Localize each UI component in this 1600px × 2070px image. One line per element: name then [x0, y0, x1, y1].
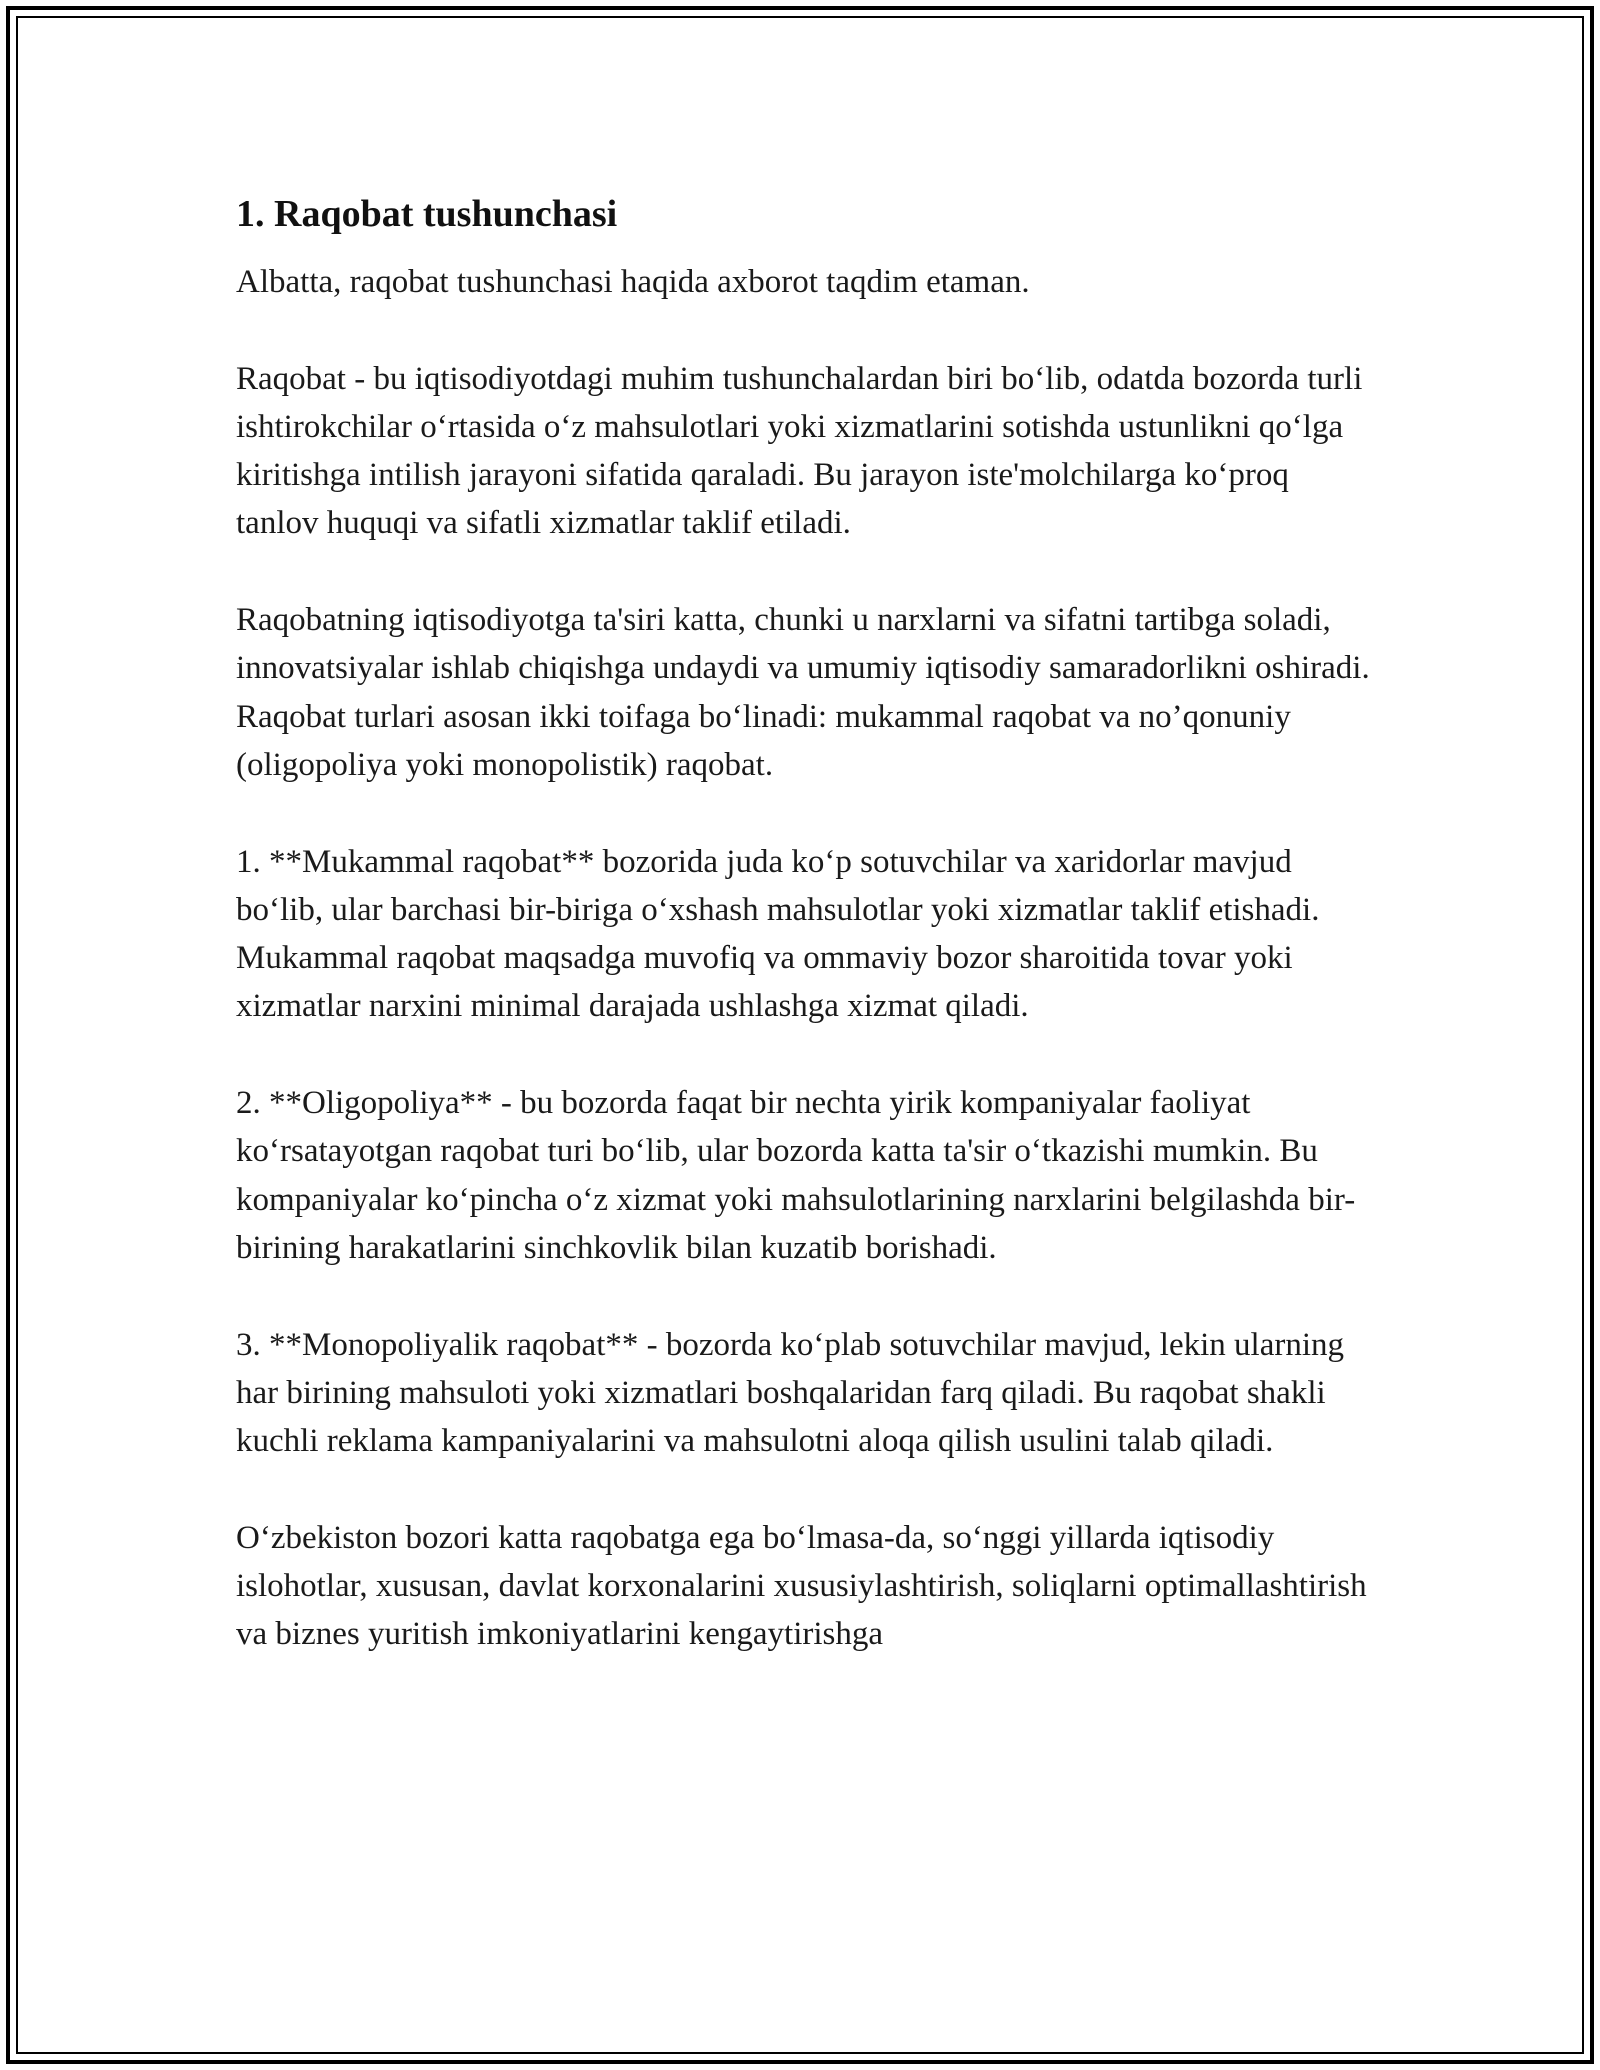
list-item-perfect-competition: 1. **Mukammal raqobat** bozorida juda koʻp sotuvchilar va xaridorlar mavjud boʻlib, ular barchasi bir-biriga oʻxshash mahsulotlar yoki xizmatlar taklif etishadi. Mukammal raqobat maqsadga muvofiq va ommaviy bozor sharoitida tovar yoki xizmatlar narxini minimal darajada ushlashga xizmat qiladi. [236, 843, 1320, 1025]
paragraph-definition: Raqobat - bu iqtisodiyotdagi muhim tushunchalardan biri boʻlib, odatda bozorda turli ishtirokchilar oʻrtasida oʻz mahsulotlari yoki xizmatlarini sotishda ustunlikni qoʻlga kiritishga intilish jarayoni sifatida qaraladi. Bu jarayon iste'molchilarga koʻproq tanlov huquqi va sifatli xizmatlar taklif etiladi. [236, 360, 1363, 542]
list-item-monopolistic-competition: 3. **Monopoliyalik raqobat** - bozorda koʻplab sotuvchilar mavjud, lekin ularning har birining mahsuloti yoki xizmatlari boshqalaridan farq qiladi. Bu raqobat shakli kuchli reklama kampaniyalarini va mahsulotni aloqa qilish usulini talab qiladi. [236, 1326, 1345, 1460]
section-heading: 1. Raqobat tushunchasi [236, 193, 618, 235]
paragraph-uzbekistan: Oʻzbekiston bozori katta raqobatga ega boʻlmasa-da, soʻnggi yillarda iqtisodiy islohotlar, xususan, davlat korxonalarini xususiylashtirish, soliqlarni optimallashtirish va biznes yuritish imkoniyatlarini kengaytirishga [236, 1519, 1367, 1653]
list-item-oligopoly: 2. **Oligopoliya** - bu bozorda faqat bir nechta yirik kompaniyalar faoliyat koʻrsatayotgan raqobat turi boʻlib, ular bozorda katta ta'sir oʻtkazishi mumkin. Bu kompaniyalar koʻpincha oʻz xizmat yoki mahsulotlarining narxlarini belgilashda bir-birining harakatlarini sinchkovlik bilan kuzatib borishadi. [236, 1085, 1356, 1266]
paragraph-impact: Raqobatning iqtisodiyotga ta'siri katta, chunki u narxlarni va sifatni tartibga soladi, innovatsiyalar ishlab chiqishga undaydi va umumiy iqtisodiy samaradorlikni oshiradi. Raqobat turlari asosan ikki toifaga boʻlinadi: mukammal raqobat va no’qonuniy (oligopoliya yoki monopolistik) raqobat. [236, 602, 1370, 783]
document-body [236, 188, 1376, 1659]
paragraph-intro: Albatta, raqobat tushunchasi haqida axborot taqdim etaman. [236, 264, 1030, 300]
